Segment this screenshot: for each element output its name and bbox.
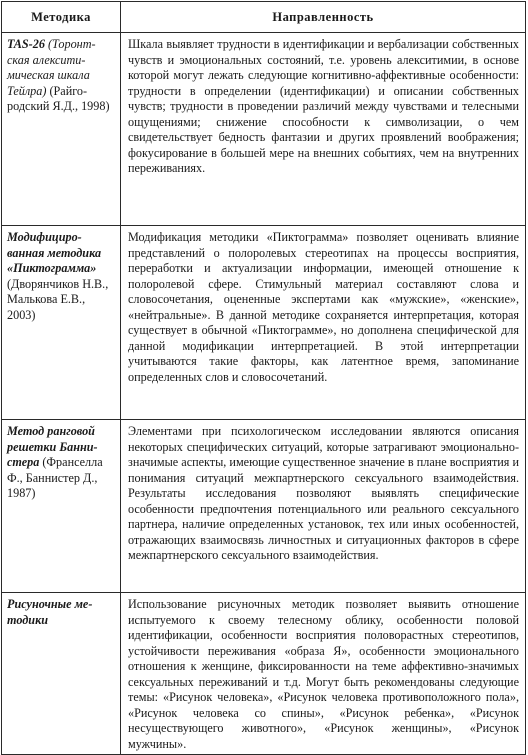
direction-text: Элементами при психологическом исследовании являются описания некоторых специфических ситуаций, которые затрагивают эмоционально-значимые аспекты, имеющие существенное значение в плане восприятия и понимания ситуаций межпартнерского сексуального взаимодействия. Результаты исследования позволяют выявлять специфические особенности предпочтения потенциального или реального сексуального партнера, наличие определенных установок, тех или иных особенностей, отражающих взаимосвязь личностных и ситуационных факторов в сфере межпартнерского сексуального взаимодействия.: [128, 424, 519, 563]
direction-text: Модификация методики «Пиктограмма» позволяет оценивать влияние представлений о полоролевых стереотипах на процессы восприятия, переработки и актуализации информации, имеющей отношение к полоролевой сфере. Стимульный материал составляют слова и словосочетания, оцененные экспертами как «мужские», «женские», «нейтральные». В данной методике сохраняется интерпретация, которая существует в обычной «Пиктограмме», но дополнена специфической для данной модификации интерпретацией. В этой интерпретации учитываются такие факторы, как латентное время, запоминание определенных слов и словосочетаний.: [128, 230, 519, 384]
direction-text: Использование рисуночных методик позволяет выявить отношение испытуемого к своему телесному облику, особенности половой идентификации, особенности восприятия половорастных стереотипов, устойчивости переживания «образа Я», особенности эмоционального отношения к женщине, фиксированности на теме аффективно-значимых сексуальных переживаний и т.д. Могут быть рекомендованы следующие темы: «Рисунок человека», «Рисунок человека противоположного пола», «Рисунок человека со спины», «Рисунок ребенка», «Рисунок несуществующего животного», «Рисунок женщины», «Рисунок мужчины».: [128, 597, 519, 751]
method-name: Рисуночные ме-тодики: [7, 597, 93, 627]
method-name: Модифициро-ванная методика «Пиктограмма»: [7, 230, 102, 276]
header-direction: Направленность: [121, 2, 526, 33]
methods-table: [1, 1, 526, 755]
method-cell: [2, 226, 121, 420]
table-row: [2, 33, 526, 226]
direction-cell: [121, 420, 526, 593]
method-authors: (Дворянчиков Н.В., Малькова Е.В., 2003): [7, 276, 109, 322]
direction-text: Шкала выявляет трудности в идентификации и вербализации собственных чувств и эмоциональных состояний, т.е. уровень алекситимии, в основе которой могут лежать следующие когнитивно-аффективные особенности: трудности в определении (идентификации) и описании собственных чувств; трудности в проведении различий между чувствами и телесными ощущениями; снижение способности к символизации, о чем свидетельствует бедность фантазии и других проявлений воображения; фокусирование в большей мере на внешних событиях, чем на внутренних переживаниях.: [128, 37, 519, 176]
direction-cell: [121, 593, 526, 755]
method-subtitle: (Торонт-ская алексити-мическая шкала Тейлра): [7, 37, 96, 98]
method-cell: [2, 33, 121, 226]
table-row: [2, 593, 526, 755]
table-row: [2, 420, 526, 593]
method-authors: (Франселла Ф., Баннистер Д., 1987): [7, 455, 103, 501]
method-cell: [2, 420, 121, 593]
method-authors: (Райго-родский Я.Д., 1998): [7, 83, 110, 114]
header-method: Методика: [2, 2, 121, 33]
direction-cell: [121, 226, 526, 420]
method-cell: [2, 593, 121, 755]
table-row: [2, 226, 526, 420]
header-row: [2, 2, 526, 33]
direction-cell: [121, 33, 526, 226]
method-name: TAS-26: [7, 37, 45, 51]
method-name: Метод ранговой решетки Банни-стера: [7, 424, 98, 470]
